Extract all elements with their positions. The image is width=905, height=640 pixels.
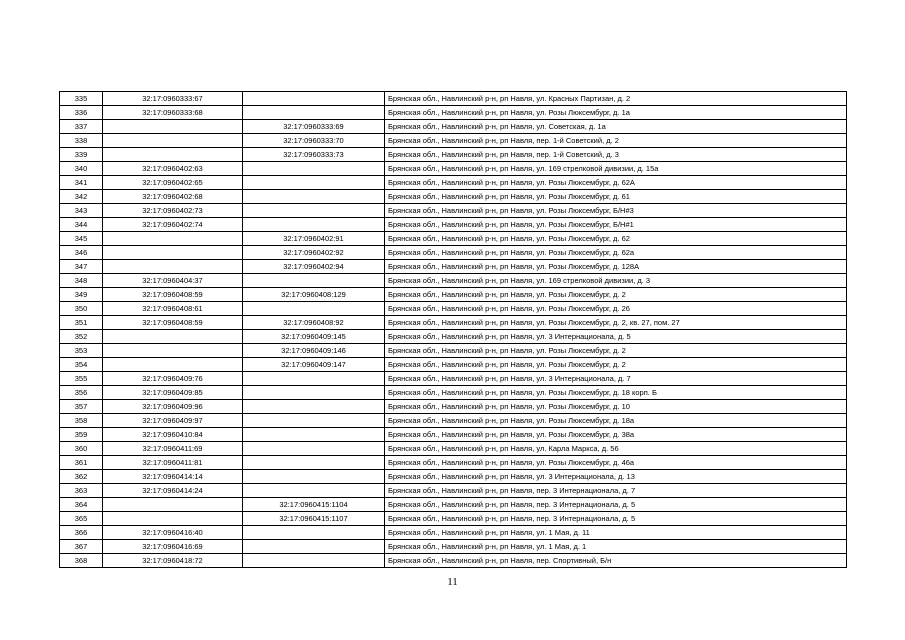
address-cell: Брянская обл., Навлинский р-н, рп Навля, ул. 3 Интернационала, д. 13 [385, 470, 847, 484]
cadastral-number-cell: 32:17:0960402:74 [103, 218, 243, 232]
row-number-cell: 351 [60, 316, 103, 330]
row-number-cell: 367 [60, 540, 103, 554]
linked-cadastral-number-cell: 32:17:0960408:129 [243, 288, 385, 302]
table-row [60, 218, 847, 232]
cadastral-number-cell: 32:17:0960402:73 [103, 204, 243, 218]
row-number-cell: 348 [60, 274, 103, 288]
row-number-cell: 353 [60, 344, 103, 358]
table-row [60, 386, 847, 400]
linked-cadastral-number-cell [243, 274, 385, 288]
linked-cadastral-number-cell: 32:17:0960333:69 [243, 120, 385, 134]
linked-cadastral-number-cell [243, 106, 385, 120]
address-cell: Брянская обл., Навлинский р-н, рп Навля, ул. Розы Люксембург, Б/Н#1 [385, 218, 847, 232]
address-cell: Брянская обл., Навлинский р-н, рп Навля, ул. Розы Люксембург, д. 128А [385, 260, 847, 274]
linked-cadastral-number-cell: 32:17:0960409:145 [243, 330, 385, 344]
linked-cadastral-number-cell: 32:17:0960402:92 [243, 246, 385, 260]
row-number-cell: 366 [60, 526, 103, 540]
address-cell: Брянская обл., Навлинский р-н, рп Навля, ул. 169 стрелковой дивизии, д. 15а [385, 162, 847, 176]
table-row [60, 106, 847, 120]
linked-cadastral-number-cell [243, 456, 385, 470]
table-row [60, 176, 847, 190]
table-row [60, 372, 847, 386]
linked-cadastral-number-cell [243, 190, 385, 204]
row-number-cell: 340 [60, 162, 103, 176]
linked-cadastral-number-cell: 32:17:0960333:70 [243, 134, 385, 148]
cadastral-number-cell: 32:17:0960416:69 [103, 540, 243, 554]
linked-cadastral-number-cell: 32:17:0960415:1104 [243, 498, 385, 512]
cadastral-number-cell: 32:17:0960409:97 [103, 414, 243, 428]
table-row [60, 344, 847, 358]
cadastral-number-cell [103, 498, 243, 512]
cadastral-number-cell: 32:17:0960409:76 [103, 372, 243, 386]
table-row [60, 512, 847, 526]
address-cell: Брянская обл., Навлинский р-н, рп Навля, ул. 1 Мая, д. 1 [385, 540, 847, 554]
cadastral-number-cell: 32:17:0960414:24 [103, 484, 243, 498]
cadastral-number-cell [103, 148, 243, 162]
linked-cadastral-number-cell [243, 218, 385, 232]
cadastral-number-cell [103, 134, 243, 148]
cadastral-number-cell [103, 246, 243, 260]
table-row [60, 246, 847, 260]
table-row [60, 554, 847, 568]
linked-cadastral-number-cell [243, 484, 385, 498]
address-cell: Брянская обл., Навлинский р-н, рп Навля, пер. 3 Интернационала, д. 5 [385, 512, 847, 526]
cadastral-number-cell [103, 512, 243, 526]
cadastral-table [59, 91, 847, 568]
cadastral-number-cell: 32:17:0960411:69 [103, 442, 243, 456]
address-cell: Брянская обл., Навлинский р-н, рп Навля, ул. Розы Люксембург, д. 62а [385, 246, 847, 260]
cadastral-number-cell: 32:17:0960402:68 [103, 190, 243, 204]
linked-cadastral-number-cell: 32:17:0960333:73 [243, 148, 385, 162]
row-number-cell: 335 [60, 92, 103, 106]
address-cell: Брянская обл., Навлинский р-н, рп Навля, ул. Розы Люксембург, д. 2 [385, 344, 847, 358]
cadastral-number-cell: 32:17:0960410:84 [103, 428, 243, 442]
address-cell: Брянская обл., Навлинский р-н, рп Навля, ул. Розы Люксембург, д. 2, кв. 27, пом. 27 [385, 316, 847, 330]
address-cell: Брянская обл., Навлинский р-н, рп Навля, ул. 169 стрелковой дивизии, д. 3 [385, 274, 847, 288]
table-row [60, 204, 847, 218]
table-row [60, 330, 847, 344]
table-row [60, 120, 847, 134]
linked-cadastral-number-cell: 32:17:0960402:91 [243, 232, 385, 246]
row-number-cell: 359 [60, 428, 103, 442]
address-cell: Брянская обл., Навлинский р-н, рп Навля, ул. Розы Люксембург, д. 61 [385, 190, 847, 204]
row-number-cell: 338 [60, 134, 103, 148]
row-number-cell: 352 [60, 330, 103, 344]
address-cell: Брянская обл., Навлинский р-н, рп Навля, пер. 3 Интернационала, д. 7 [385, 484, 847, 498]
row-number-cell: 362 [60, 470, 103, 484]
table-row [60, 526, 847, 540]
linked-cadastral-number-cell [243, 400, 385, 414]
cadastral-number-cell: 32:17:0960409:85 [103, 386, 243, 400]
cadastral-number-cell [103, 120, 243, 134]
table-row [60, 274, 847, 288]
row-number-cell: 336 [60, 106, 103, 120]
address-cell: Брянская обл., Навлинский р-н, рп Навля, ул. 1 Мая, д. 11 [385, 526, 847, 540]
table-row [60, 148, 847, 162]
table-row [60, 428, 847, 442]
address-cell: Брянская обл., Навлинский р-н, рп Навля, ул. Розы Люксембург, Б/Н#3 [385, 204, 847, 218]
row-number-cell: 361 [60, 456, 103, 470]
address-cell: Брянская обл., Навлинский р-н, рп Навля, ул. Красных Партизан, д. 2 [385, 92, 847, 106]
table-row [60, 470, 847, 484]
cadastral-number-cell: 32:17:0960409:96 [103, 400, 243, 414]
address-cell: Брянская обл., Навлинский р-н, рп Навля, ул. 3 Интернационала, д. 5 [385, 330, 847, 344]
linked-cadastral-number-cell [243, 302, 385, 316]
address-cell: Брянская обл., Навлинский р-н, рп Навля, ул. Карла Маркса, д. 56 [385, 442, 847, 456]
address-cell: Брянская обл., Навлинский р-н, рп Навля, ул. Советская, д. 1а [385, 120, 847, 134]
row-number-cell: 360 [60, 442, 103, 456]
table-row [60, 414, 847, 428]
table-row [60, 162, 847, 176]
address-cell: Брянская обл., Навлинский р-н, рп Навля, ул. 3 Интернационала, д. 7 [385, 372, 847, 386]
cadastral-number-cell: 32:17:0960411:81 [103, 456, 243, 470]
address-cell: Брянская обл., Навлинский р-н, рп Навля, ул. Розы Люксембург, д. 62 [385, 232, 847, 246]
linked-cadastral-number-cell [243, 372, 385, 386]
linked-cadastral-number-cell [243, 442, 385, 456]
table-row [60, 358, 847, 372]
row-number-cell: 341 [60, 176, 103, 190]
linked-cadastral-number-cell [243, 162, 385, 176]
address-cell: Брянская обл., Навлинский р-н, рп Навля, ул. Розы Люксембург, д. 2 [385, 358, 847, 372]
cadastral-number-cell: 32:17:0960333:68 [103, 106, 243, 120]
address-cell: Брянская обл., Навлинский р-н, рп Навля, пер. 3 Интернационала, д. 5 [385, 498, 847, 512]
linked-cadastral-number-cell: 32:17:0960402:94 [243, 260, 385, 274]
cadastral-number-cell: 32:17:0960408:59 [103, 316, 243, 330]
table-row [60, 92, 847, 106]
row-number-cell: 355 [60, 372, 103, 386]
cadastral-number-cell [103, 330, 243, 344]
linked-cadastral-number-cell [243, 92, 385, 106]
row-number-cell: 339 [60, 148, 103, 162]
address-cell: Брянская обл., Навлинский р-н, рп Навля, ул. Розы Люксембург, д. 18 корп. Б [385, 386, 847, 400]
table-row [60, 540, 847, 554]
row-number-cell: 347 [60, 260, 103, 274]
linked-cadastral-number-cell [243, 554, 385, 568]
address-cell: Брянская обл., Навлинский р-н, рп Навля, ул. Розы Люксембург, д. 38а [385, 428, 847, 442]
row-number-cell: 354 [60, 358, 103, 372]
table-row [60, 302, 847, 316]
address-cell: Брянская обл., Навлинский р-н, рп Навля, ул. Розы Люксембург, д. 1а [385, 106, 847, 120]
linked-cadastral-number-cell: 32:17:0960409:146 [243, 344, 385, 358]
row-number-cell: 344 [60, 218, 103, 232]
address-cell: Брянская обл., Навлинский р-н, рп Навля, ул. Розы Люксембург, д. 26 [385, 302, 847, 316]
row-number-cell: 350 [60, 302, 103, 316]
cadastral-number-cell: 32:17:0960416:40 [103, 526, 243, 540]
row-number-cell: 345 [60, 232, 103, 246]
cadastral-number-cell: 32:17:0960333:67 [103, 92, 243, 106]
page-number: 11 [447, 576, 458, 588]
row-number-cell: 349 [60, 288, 103, 302]
table-row [60, 456, 847, 470]
linked-cadastral-number-cell [243, 526, 385, 540]
cadastral-table-body [60, 92, 847, 568]
address-cell: Брянская обл., Навлинский р-н, рп Навля, ул. Розы Люксембург, д. 62А [385, 176, 847, 190]
row-number-cell: 343 [60, 204, 103, 218]
address-cell: Брянская обл., Навлинский р-н, рп Навля, пер. Спортивный, Б/н [385, 554, 847, 568]
cadastral-number-cell: 32:17:0960418:72 [103, 554, 243, 568]
row-number-cell: 364 [60, 498, 103, 512]
row-number-cell: 368 [60, 554, 103, 568]
linked-cadastral-number-cell [243, 428, 385, 442]
table-row [60, 134, 847, 148]
cadastral-number-cell: 32:17:0960408:59 [103, 288, 243, 302]
linked-cadastral-number-cell [243, 470, 385, 484]
table-row [60, 232, 847, 246]
cadastral-number-cell [103, 358, 243, 372]
linked-cadastral-number-cell [243, 540, 385, 554]
row-number-cell: 346 [60, 246, 103, 260]
linked-cadastral-number-cell: 32:17:0960408:92 [243, 316, 385, 330]
table-row [60, 498, 847, 512]
row-number-cell: 358 [60, 414, 103, 428]
linked-cadastral-number-cell [243, 176, 385, 190]
table-row [60, 316, 847, 330]
row-number-cell: 356 [60, 386, 103, 400]
table-row [60, 484, 847, 498]
address-cell: Брянская обл., Навлинский р-н, рп Навля, ул. Розы Люксембург, д. 18а [385, 414, 847, 428]
address-cell: Брянская обл., Навлинский р-н, рп Навля, ул. Розы Люксембург, д. 10 [385, 400, 847, 414]
cadastral-number-cell: 32:17:0960402:65 [103, 176, 243, 190]
address-cell: Брянская обл., Навлинский р-н, рп Навля, ул. Розы Люксембург, д. 46а [385, 456, 847, 470]
address-cell: Брянская обл., Навлинский р-н, рп Навля, пер. 1-й Советский, д. 2 [385, 134, 847, 148]
cadastral-number-cell [103, 232, 243, 246]
table-row [60, 400, 847, 414]
table-row [60, 288, 847, 302]
cadastral-number-cell [103, 344, 243, 358]
row-number-cell: 342 [60, 190, 103, 204]
cadastral-number-cell: 32:17:0960402:63 [103, 162, 243, 176]
table-row [60, 442, 847, 456]
table-row [60, 260, 847, 274]
linked-cadastral-number-cell: 32:17:0960415:1107 [243, 512, 385, 526]
linked-cadastral-number-cell [243, 204, 385, 218]
row-number-cell: 363 [60, 484, 103, 498]
row-number-cell: 357 [60, 400, 103, 414]
linked-cadastral-number-cell [243, 414, 385, 428]
row-number-cell: 365 [60, 512, 103, 526]
address-cell: Брянская обл., Навлинский р-н, рп Навля, пер. 1-й Советский, д. 3 [385, 148, 847, 162]
table-row [60, 190, 847, 204]
address-cell: Брянская обл., Навлинский р-н, рп Навля, ул. Розы Люксембург, д. 2 [385, 288, 847, 302]
cadastral-number-cell [103, 260, 243, 274]
cadastral-number-cell: 32:17:0960404:37 [103, 274, 243, 288]
linked-cadastral-number-cell [243, 386, 385, 400]
row-number-cell: 337 [60, 120, 103, 134]
linked-cadastral-number-cell: 32:17:0960409:147 [243, 358, 385, 372]
cadastral-number-cell: 32:17:0960408:61 [103, 302, 243, 316]
cadastral-number-cell: 32:17:0960414:14 [103, 470, 243, 484]
